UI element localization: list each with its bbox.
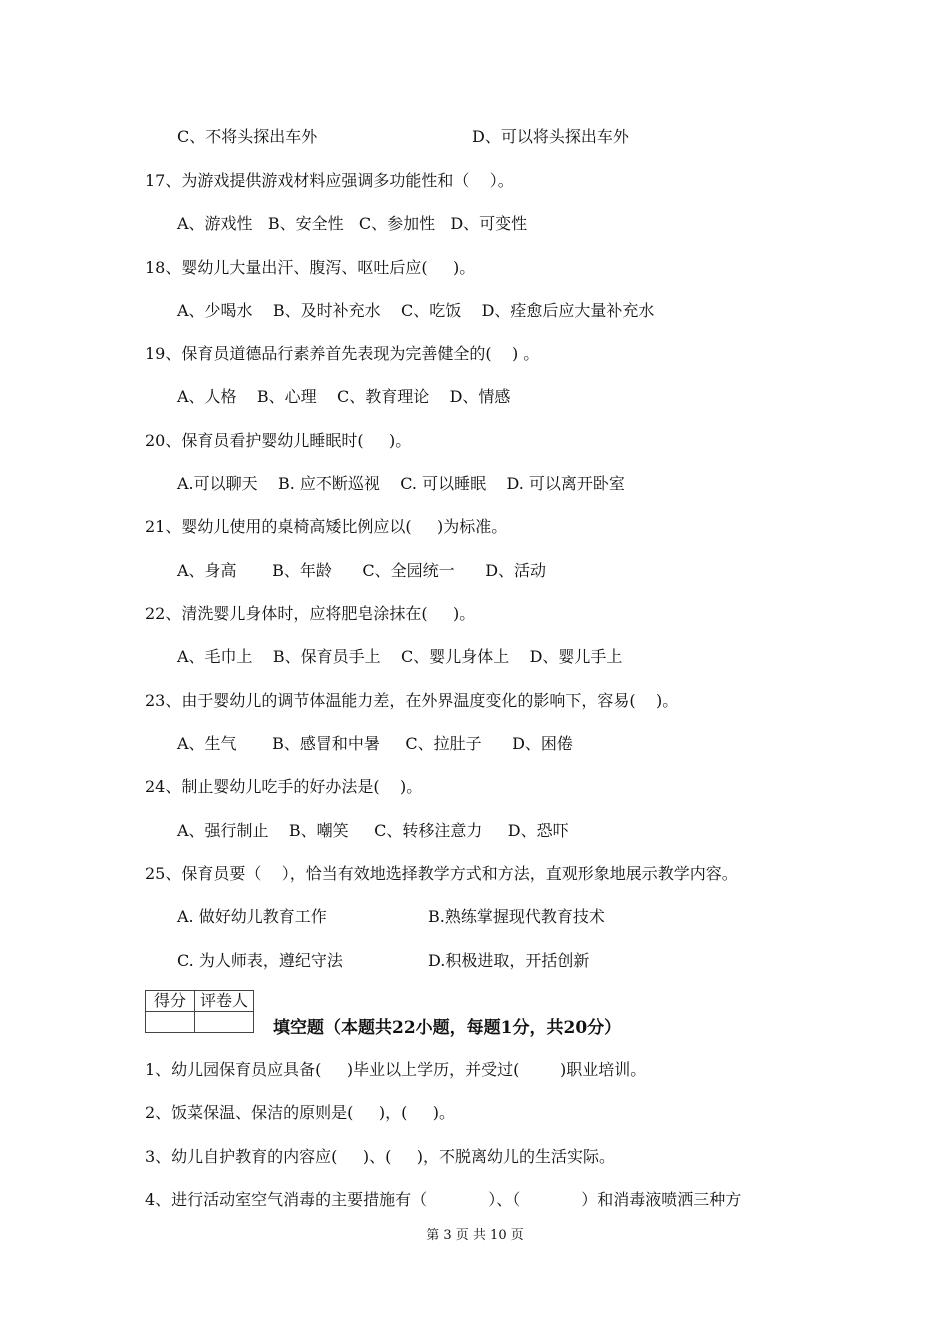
grader-label: 评卷人 bbox=[195, 991, 254, 1012]
question-17-options: A、游戏性 B、安全性 C、参加性 D、可变性 bbox=[177, 214, 528, 233]
score-cell[interactable] bbox=[146, 1012, 195, 1033]
fill-blank-3: 3、幼儿自护教育的内容应( )、( )，不脱离幼儿的生活实际。 bbox=[145, 1147, 616, 1166]
question-25-option-a: A. 做好幼儿教育工作 bbox=[177, 907, 327, 926]
score-table bbox=[145, 990, 254, 1033]
question-21: 21、婴幼儿使用的桌椅高矮比例应以( )为标准。 bbox=[145, 517, 508, 536]
question-18: 18、婴幼儿大量出汗、腹泻、呕吐后应( )。 bbox=[145, 258, 476, 277]
fill-blank-1: 1、幼儿园保育员应具备( )毕业以上学历，并受过( )职业培训。 bbox=[145, 1060, 647, 1079]
question-23-options: A、生气 B、感冒和中暑 C、拉肚子 D、困倦 bbox=[177, 734, 573, 753]
q16-option-d: D、可以将头探出车外 bbox=[472, 127, 629, 146]
question-18-options: A、少喝水 B、及时补充水 C、吃饭 D、痊愈后应大量补充水 bbox=[177, 301, 655, 320]
question-20: 20、保育员看护婴幼儿睡眠时( )。 bbox=[145, 431, 412, 450]
question-25: 25、保育员要（ ），恰当有效地选择教学方式和方法，直观形象地展示教学内容。 bbox=[145, 864, 738, 883]
grader-cell[interactable] bbox=[195, 1012, 254, 1033]
question-25-option-c: C. 为人师表，遵纪守法 bbox=[177, 951, 343, 970]
question-19: 19、保育员道德品行素养首先表现为完善健全的( ) 。 bbox=[145, 344, 540, 363]
question-21-options: A、身高 B、年龄 C、全园统一 D、活动 bbox=[177, 561, 547, 580]
fill-blank-2: 2、饭菜保温、保洁的原则是( )，( )。 bbox=[145, 1103, 456, 1122]
section-title: 填空题（本题共22小题，每题1分，共20分） bbox=[273, 1018, 622, 1038]
question-23: 23、由于婴幼儿的调节体温能力差，在外界温度变化的影响下，容易( )。 bbox=[145, 691, 679, 710]
question-19-options: A、人格 B、心理 C、教育理论 D、情感 bbox=[177, 387, 511, 406]
question-24-options: A、强行制止 B、嘲笑 C、转移注意力 D、恐吓 bbox=[177, 821, 569, 840]
question-22: 22、清洗婴儿身体时，应将肥皂涂抹在( )。 bbox=[145, 604, 476, 623]
question-25-option-d: D.积极进取，开括创新 bbox=[428, 951, 590, 970]
q16-option-c: C、不将头探出车外 bbox=[177, 127, 318, 146]
page-footer: 第 3 页 共 10 页 bbox=[426, 1228, 524, 1243]
question-22-options: A、毛巾上 B、保育员手上 C、婴儿身体上 D、婴儿手上 bbox=[177, 647, 623, 666]
score-label: 得分 bbox=[146, 991, 195, 1012]
question-24: 24、制止婴幼儿吃手的好办法是( )。 bbox=[145, 777, 423, 796]
fill-blank-4: 4、进行活动室空气消毒的主要措施有（ ）、（ ）和消毒液喷洒三种方 bbox=[145, 1190, 742, 1209]
question-17: 17、为游戏提供游戏材料应强调多功能性和（ ）。 bbox=[145, 171, 514, 190]
question-20-options: A.可以聊天 B. 应不断巡视 C. 可以睡眠 D. 可以离开卧室 bbox=[177, 474, 625, 493]
question-25-option-b: B.熟练掌握现代教育技术 bbox=[428, 907, 605, 926]
